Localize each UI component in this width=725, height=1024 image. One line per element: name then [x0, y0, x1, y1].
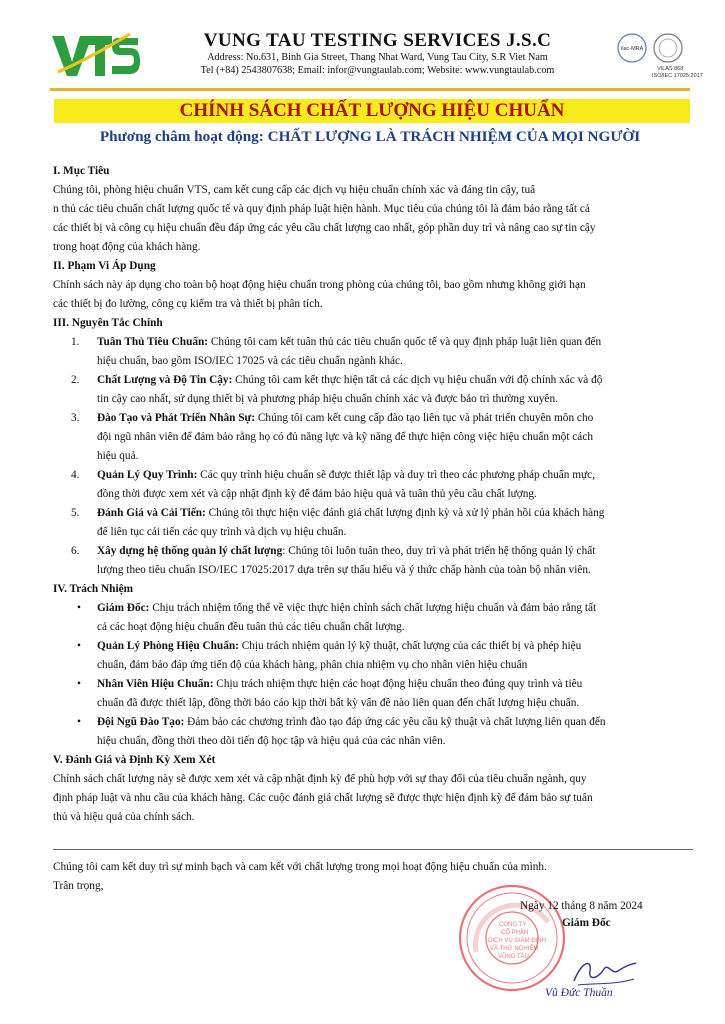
signer-name: Vũ Đức Thuần — [545, 987, 613, 999]
item-text: hiệu chuẩn, đồng thời theo dõi tiến độ học tập và hiệu quả của các nhân viên. — [97, 735, 446, 747]
item-title: Quản Lý Phòng Hiệu Chuẩn: — [97, 640, 239, 652]
bullet-icon: • — [77, 602, 81, 614]
item-title: Đội Ngũ Đào Tạo: — [97, 716, 185, 728]
paragraph-line: Chính sách này áp dụng cho toàn bộ hoạt động hiệu chuẩn trong phòng của chúng tôi, bao gồm nhưng không giới hạn — [53, 279, 586, 291]
vilas-mark-label: VILAS 868 — [657, 66, 684, 72]
item-title: Nhân Viên Hiệu Chuẩn: — [97, 678, 214, 690]
list-item — [53, 637, 693, 675]
ilac-mark-label: ilac-MRA — [621, 46, 644, 52]
company-name: VUNG TAU TESTING SERVICES J.S.C — [203, 30, 552, 51]
svg-text:CỔ PHẦN: CỔ PHẦN — [501, 930, 529, 936]
item-number: 4. — [71, 469, 80, 481]
item-text: cả các hoạt động hiệu chuẩn đều tuân thủ các tiêu chuẩn chất lượng. — [97, 621, 405, 633]
item-text: để liên tục cải tiến các quy trình và dịch vụ hiệu chuẩn. — [97, 526, 347, 538]
item-text: Các quy trình hiệu chuẩn sẽ được thiết lập và duy trì theo các phương pháp chuẩn mực, — [197, 469, 596, 481]
section-heading: IV. Trách Nhiệm — [53, 583, 134, 595]
company-address: Address: No.631, Binh Gia Street, Thang Nhat Ward, Vung Tau City, S.R Viet Nam — [207, 52, 548, 63]
section-heading: I. Mục Tiêu — [53, 165, 110, 177]
company-header — [150, 30, 605, 77]
list-item — [53, 504, 693, 542]
item-number: 3. — [71, 412, 80, 424]
regards-text: Trân trọng, — [53, 880, 104, 892]
item-number: 1. — [71, 336, 80, 348]
vts-logo — [50, 28, 142, 80]
company-contact: Tel (+84) 2543807638; Email: infor@vungtaulab.com; Website: www.vungtaulab.com — [200, 64, 555, 76]
paragraph-line: Chúng tôi, phòng hiệu chuẩn VTS, cam kết cung cấp các dịch vụ hiệu chuẩn chính xác và đáng tin cậy, tuâ — [53, 184, 536, 196]
list-item — [53, 713, 693, 751]
commitment-text: Chúng tôi cam kết duy trì sự minh bạch và cam kết với chất lượng trong mọi hoạt động hiệu chuẩn của mình. — [53, 861, 547, 873]
list-item — [53, 675, 693, 713]
item-text: Chịu trách nhiệm tổng thể về việc thực hiện chính sách chất lượng hiệu chuẩn và đảm bảo rằng tất — [149, 602, 597, 614]
list-item — [53, 409, 693, 466]
item-text: : Chúng tôi luôn tuân theo, duy trì và phát triển hệ thống quản lý chất — [282, 545, 596, 557]
header-rule — [50, 88, 690, 91]
item-text: Chịu trách nhiệm thực hiện các hoạt động hiệu chuẩn theo đúng quy trình và tiêu — [213, 678, 583, 690]
item-text: Chúng tôi cam kết thực hiện tất cả các dịch vụ hiệu chuẩn với độ chính xác và độ — [232, 374, 603, 386]
closing-block — [53, 858, 693, 896]
iso-mark-label: ISO/IEC 17025:2017 — [652, 73, 703, 79]
item-text: Chúng tôi cam kết cung cấp đào tạo liên tục và phát triển chuyên môn cho — [255, 412, 594, 424]
closing-divider — [53, 849, 693, 850]
item-text: chuẩn đã được thiết lập, đồng thời báo cáo kịp thời bất kỳ vấn đề nào liên quan đến chất lượng hiệu chuẩn. — [97, 697, 580, 709]
paragraph-line: trong hoạt động của khách hàng. — [53, 241, 201, 253]
paragraph-line: các thiết bị và công cụ hiệu chuẩn đều đáp ứng các yêu cầu chất lượng cao nhất, góp phần duy trì và nâng cao sự tin cậy — [53, 222, 596, 234]
handwritten-signature — [568, 955, 642, 991]
policy-body — [53, 162, 693, 827]
item-title: Đào Tạo và Phát Triển Nhân Sự: — [97, 412, 256, 424]
list-item — [53, 542, 693, 580]
item-text: Chúng tôi cam kết tuân thủ các tiêu chuẩn quốc tế và quy định pháp luật liên quan đến — [208, 336, 602, 348]
signing-date: Ngày 12 tháng 8 năm 2024 — [520, 900, 643, 912]
svg-text:VÀ THỬ NGHIỆM: VÀ THỬ NGHIỆM — [490, 946, 539, 952]
document-title: CHÍNH SÁCH CHẤT LƯỢNG HIỆU CHUẨN — [54, 99, 690, 123]
svg-text:DỊCH VỤ GIÁM ĐỊNH: DỊCH VỤ GIÁM ĐỊNH — [488, 938, 547, 944]
svg-text:CÔNG TY: CÔNG TY — [499, 922, 527, 928]
item-text: chuẩn, đảm bảo đáp ứng tiến độ của khách hàng, phân chia nhiệm vụ cho nhân viên hiệu chuẩn — [97, 659, 528, 671]
paragraph-line: n thủ các tiêu chuẩn chất lượng quốc tế và quy định pháp luật hiện hành. Mục tiêu của chúng tôi là đảm bảo rằng tất cả — [53, 203, 590, 215]
document-motto: Phương châm hoạt động: CHẤT LƯỢNG LÀ TRÁCH NHIỆM CỦA MỌI NGƯỜI — [99, 128, 641, 145]
item-title: Quản Lý Quy Trình: — [97, 469, 198, 481]
item-title: Chất Lượng và Độ Tin Cậy: — [97, 374, 233, 386]
signer-role: Giám Đốc — [562, 917, 611, 929]
item-number: 5. — [71, 507, 80, 519]
item-title: Giám Đốc: — [97, 602, 150, 614]
list-item — [53, 466, 693, 504]
list-item — [53, 333, 693, 371]
list-item — [53, 371, 693, 409]
principles-list — [53, 333, 693, 580]
item-text: Chịu trách nhiệm quản lý kỹ thuật, chất lượng của các thiết bị và phép hiệu — [238, 640, 582, 652]
section-heading: V. Đánh Giá và Định Kỳ Xem Xét — [53, 754, 216, 766]
accreditation-marks — [612, 30, 703, 80]
item-text: hiệu quả. — [97, 450, 139, 462]
section-heading: III. Nguyên Tắc Chính — [53, 317, 163, 329]
item-text: Chúng tôi thực hiện việc đánh giá chất lượng định kỳ và xử lý phản hồi của khách hàng — [205, 507, 605, 519]
item-title: Đánh Giá và Cải Tiến: — [97, 507, 206, 519]
item-text: đồng thời được xem xét và cập nhật định kỳ để đảm bảo hiệu quả và tuân thủ yêu cầu chất lượng. — [97, 488, 537, 500]
bullet-icon: • — [77, 640, 81, 652]
item-text: đội ngũ nhân viên để đảm bảo rằng họ có đủ năng lực và kỹ năng để thực hiện công việc hiệu chuẩn một cách — [97, 431, 593, 443]
item-text: hiệu chuẩn, bao gồm ISO/IEC 17025 và các tiêu chuẩn ngành khác. — [97, 355, 403, 367]
item-title: Xây dựng hệ thống quản lý chất lượng — [97, 545, 283, 557]
company-stamp — [456, 882, 568, 994]
item-number: 2. — [71, 374, 80, 386]
item-number: 6. — [71, 545, 80, 557]
responsibilities-list — [53, 599, 693, 751]
bullet-icon: • — [77, 678, 81, 690]
item-text: Đảm bảo các chương trình đào tạo đáp ứng các yêu cầu kỹ thuật và chất lượng liên quan đến — [184, 716, 606, 728]
item-title: Tuân Thủ Tiêu Chuẩn: — [97, 336, 209, 348]
item-text: lượng theo tiêu chuẩn ISO/IEC 17025:2017 dựa trên sự thấu hiểu và ý thức chấp hành của toàn bộ nhân viên. — [97, 564, 591, 576]
paragraph-line: định pháp luật và nhu cầu của khách hàng. Các cuộc đánh giá chất lượng sẽ được thực hiện định kỳ để đảm bảo sự tuân — [53, 792, 593, 804]
paragraph-line: các thiết bị đo lường, công cụ kiểm tra và thiết bị phân tích. — [53, 298, 323, 310]
section-heading: II. Phạm Vi Áp Dụng — [53, 260, 156, 272]
paragraph-line: thủ và hiệu quả của chính sách. — [53, 811, 195, 823]
list-item — [53, 599, 693, 637]
bullet-icon: • — [77, 716, 81, 728]
svg-text:VŨNG TÀU: VŨNG TÀU — [498, 954, 529, 960]
item-text: tin cậy cao nhất, sử dụng thiết bị và phương pháp hiệu chuẩn chính xác và được bảo trì thường xuyên. — [97, 393, 558, 405]
paragraph-line: Chính sách chất lượng này sẽ được xem xét và cập nhật định kỳ để phù hợp với sự thay đổi của tiêu chuẩn ngành, quy — [53, 773, 587, 785]
